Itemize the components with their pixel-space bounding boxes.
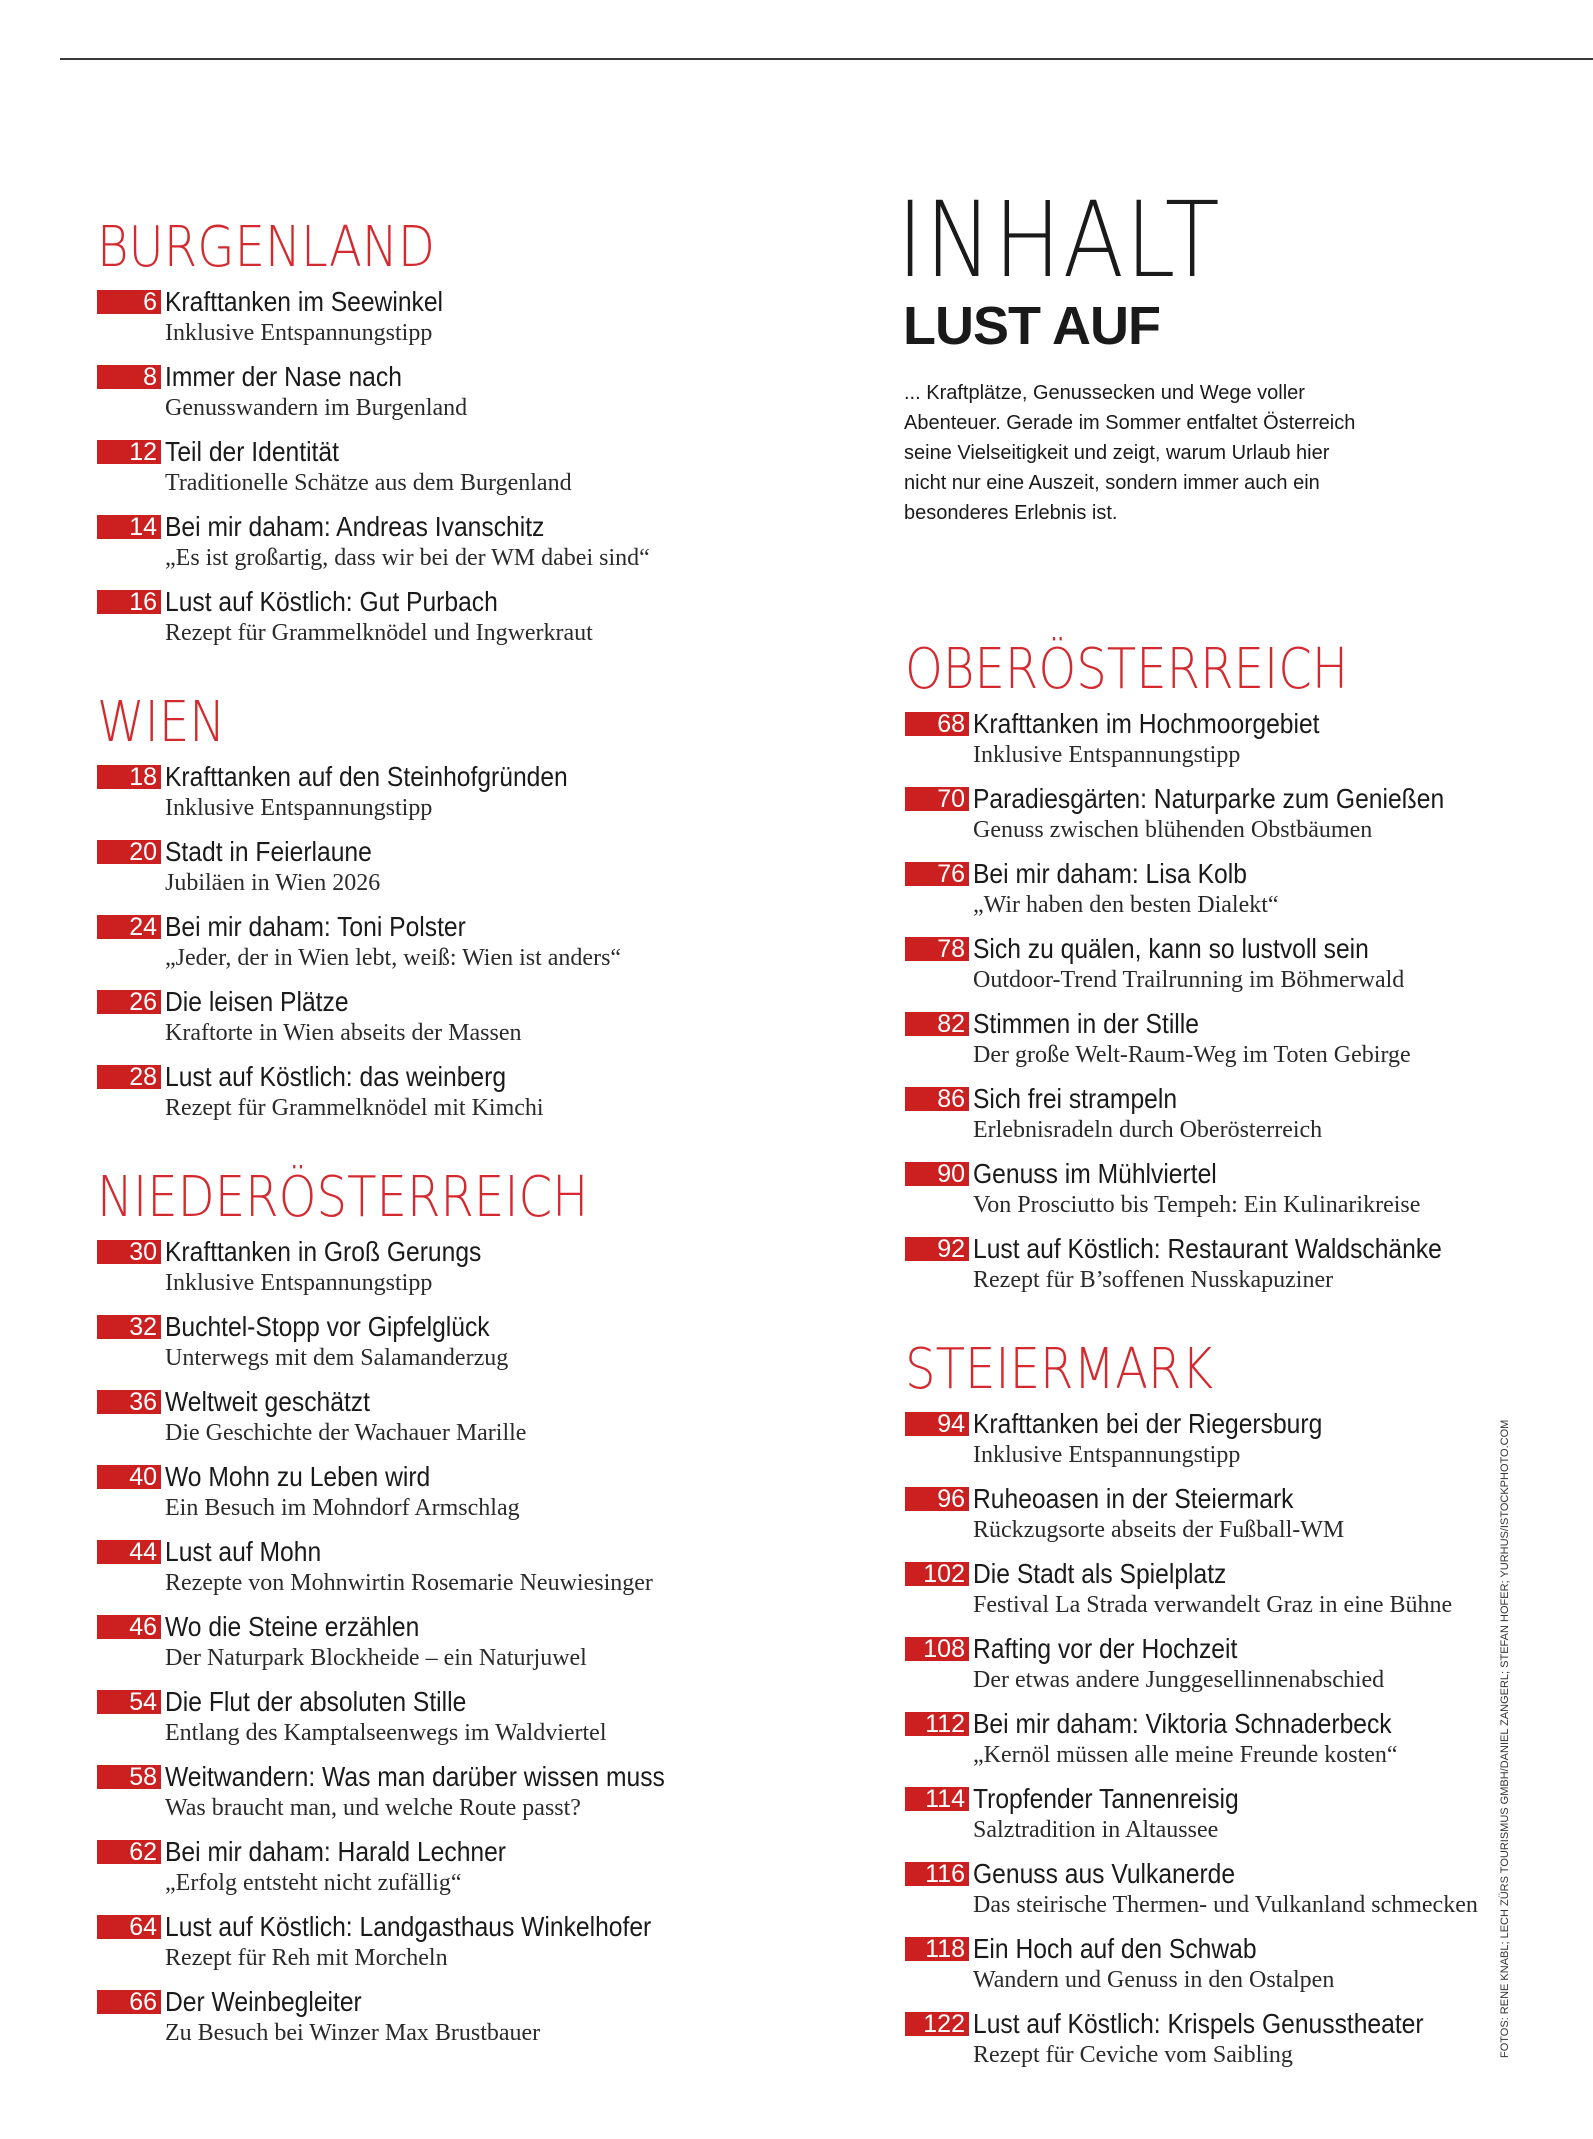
entry-subtitle: Der große Welt-Raum-Weg im Toten Gebirge <box>973 1042 1411 1068</box>
entry-title: Bei mir daham: Andreas Ivanschitz <box>165 511 545 542</box>
entry-subtitle: Inklusive Entspannungstipp <box>165 320 433 346</box>
page-number-badge: 18 <box>97 765 161 789</box>
entry-title: Buchtel-Stopp vor Gipfelglück <box>165 1311 490 1342</box>
page-number-badge: 62 <box>97 1840 161 1864</box>
toc-entry[interactable] <box>97 286 837 361</box>
entry-subtitle: Kraftorte in Wien abseits der Massen <box>165 1020 522 1046</box>
entry-title: Sich frei strampeln <box>973 1083 1178 1114</box>
entry-title: Lust auf Köstlich: Gut Purbach <box>165 586 498 617</box>
region-title: NIEDERÖSTERREICH <box>97 1165 589 1230</box>
toc-entry[interactable] <box>905 1783 1525 1858</box>
entry-subtitle: Zu Besuch bei Winzer Max Brustbauer <box>165 2020 541 2046</box>
page-number-badge: 102 <box>905 1562 969 1586</box>
page-number-badge: 24 <box>97 915 161 939</box>
toc-entry[interactable] <box>905 1408 1525 1483</box>
page-number-badge: 6 <box>97 290 161 314</box>
entry-subtitle: Der Naturpark Blockheide – ein Naturjuwel <box>165 1645 587 1671</box>
toc-entry[interactable] <box>905 1158 1525 1233</box>
page-number-badge: 94 <box>905 1412 969 1436</box>
page-number-badge: 14 <box>97 515 161 539</box>
page-title: INHALT <box>897 179 1222 301</box>
toc-entry[interactable] <box>97 836 837 911</box>
page-subtitle: LUST AUF <box>903 296 1160 356</box>
toc-entry[interactable] <box>97 1686 837 1761</box>
entry-title: Paradiesgärten: Naturparke zum Genießen <box>973 783 1445 814</box>
page-number-badge: 28 <box>97 1065 161 1089</box>
toc-entry[interactable] <box>97 361 837 436</box>
entry-subtitle: Festival La Strada verwandelt Graz in eine Bühne <box>973 1592 1453 1618</box>
entry-subtitle: Die Geschichte der Wachauer Marille <box>165 1420 527 1446</box>
page-number-badge: 36 <box>97 1390 161 1414</box>
entry-title: Sich zu quälen, kann so lustvoll sein <box>973 933 1369 964</box>
toc-entry[interactable] <box>97 1986 837 2061</box>
entry-title: Bei mir daham: Toni Polster <box>165 911 466 942</box>
toc-entry[interactable] <box>97 1911 837 1986</box>
entry-subtitle: Salztradition in Altaussee <box>973 1817 1219 1843</box>
page-number-badge: 112 <box>905 1712 969 1736</box>
entry-title: Der Weinbegleiter <box>165 1986 362 2017</box>
entry-subtitle: Outdoor-Trend Trailrunning im Böhmerwald <box>973 967 1405 993</box>
entry-subtitle: Inklusive Entspannungstipp <box>973 1442 1241 1468</box>
top-rule <box>60 58 1593 60</box>
entry-subtitle: Der etwas andere Junggesellinnenabschied <box>973 1667 1385 1693</box>
entry-title: Bei mir daham: Harald Lechner <box>165 1836 507 1867</box>
entry-subtitle: Rezept für Grammelknödel und Ingwerkraut <box>165 620 593 646</box>
toc-entry[interactable] <box>97 511 837 586</box>
entry-subtitle: „Kernöl müssen alle meine Freunde kosten“ <box>973 1742 1398 1768</box>
entry-title: Weitwandern: Was man darüber wissen muss <box>165 1761 665 1792</box>
entry-subtitle: „Jeder, der in Wien lebt, weiß: Wien ist anders“ <box>165 945 622 971</box>
page-number-badge: 78 <box>905 937 969 961</box>
page-number-badge: 64 <box>97 1915 161 1939</box>
entry-subtitle: Rezept für Reh mit Morcheln <box>165 1945 448 1971</box>
page-number-badge: 96 <box>905 1487 969 1511</box>
entry-subtitle: Inklusive Entspannungstipp <box>165 1270 433 1296</box>
page-number-badge: 32 <box>97 1315 161 1339</box>
entry-title: Lust auf Köstlich: das weinberg <box>165 1061 507 1092</box>
toc-entry[interactable] <box>97 1236 837 1311</box>
entry-title: Lust auf Mohn <box>165 1536 322 1567</box>
toc-entry[interactable] <box>97 1061 837 1136</box>
region-section <box>97 1165 837 2061</box>
toc-entry[interactable] <box>97 986 837 1061</box>
entry-subtitle: Ein Besuch im Mohndorf Armschlag <box>165 1495 520 1521</box>
entry-title: Krafttanken im Hochmoorgebiet <box>973 708 1320 739</box>
entry-subtitle: Traditionelle Schätze aus dem Burgenland <box>165 470 572 496</box>
entry-title: Bei mir daham: Lisa Kolb <box>973 858 1247 889</box>
entry-subtitle: Was braucht man, und welche Route passt? <box>165 1795 581 1821</box>
entry-title: Die Stadt als Spielplatz <box>973 1558 1227 1589</box>
toc-entry[interactable] <box>905 858 1525 933</box>
entry-title: Stadt in Feierlaune <box>165 836 372 867</box>
region-title: WIEN <box>97 690 226 755</box>
entry-title: Die leisen Plätze <box>165 986 349 1017</box>
entry-subtitle: Unterwegs mit dem Salamanderzug <box>165 1345 509 1371</box>
page-number-badge: 86 <box>905 1087 969 1111</box>
entry-subtitle: Jubiläen in Wien 2026 <box>165 870 381 896</box>
page-number-badge: 54 <box>97 1690 161 1714</box>
toc-entry[interactable] <box>97 1311 837 1386</box>
entry-title: Rafting vor der Hochzeit <box>973 1633 1238 1664</box>
left-column <box>97 215 837 2093</box>
entry-subtitle: Das steirische Thermen- und Vulkanland schmecken <box>973 1892 1478 1918</box>
toc-entry[interactable] <box>905 708 1525 783</box>
intro-text: ... Kraftplätze, Genussecken und Wege voller Abenteuer. Gerade im Sommer entfaltet Österreich seine Vielseitigkeit und zeigt, warum Urlaub hier nicht nur eine Auszeit, sondern immer auch ein besonderes Erlebnis ist. <box>904 382 1356 524</box>
page-number-badge: 26 <box>97 990 161 1014</box>
entry-subtitle: „Wir haben den besten Dialekt“ <box>973 892 1279 918</box>
entry-title: Weltweit geschätzt <box>165 1386 370 1417</box>
entry-title: Genuss im Mühlviertel <box>973 1158 1217 1189</box>
page-number-badge: 108 <box>905 1637 969 1661</box>
toc-entry[interactable] <box>905 1558 1525 1633</box>
entry-title: Teil der Identität <box>165 436 339 467</box>
toc-entry[interactable] <box>905 933 1525 1008</box>
entry-title: Krafttanken in Groß Gerungs <box>165 1236 482 1267</box>
toc-entry[interactable] <box>97 911 837 986</box>
entry-title: Tropfender Tannenreisig <box>973 1783 1239 1814</box>
entry-title: Krafttanken bei der Riegersburg <box>973 1408 1323 1439</box>
toc-entry[interactable] <box>97 586 837 661</box>
entry-subtitle: Genuss zwischen blühenden Obstbäumen <box>973 817 1373 843</box>
entry-title: Bei mir daham: Viktoria Schnaderbeck <box>973 1708 1392 1739</box>
page-number-badge: 122 <box>905 2012 969 2036</box>
toc-entry[interactable] <box>97 1386 837 1461</box>
entry-subtitle: „Es ist großartig, dass wir bei der WM dabei sind“ <box>165 545 650 571</box>
entry-subtitle: Rückzugsorte abseits der Fußball-WM <box>973 1517 1345 1543</box>
page-number-badge: 92 <box>905 1237 969 1261</box>
page-number-badge: 40 <box>97 1465 161 1489</box>
toc-entry[interactable] <box>905 1708 1525 1783</box>
toc-entry[interactable] <box>97 1536 837 1611</box>
entry-title: Wo die Steine erzählen <box>165 1611 420 1642</box>
entry-subtitle: Entlang des Kamptalseenwegs im Waldviertel <box>165 1720 607 1746</box>
page-number-badge: 118 <box>905 1937 969 1961</box>
entry-title: Krafttanken im Seewinkel <box>165 286 444 317</box>
region-title: STEIERMARK <box>905 1337 1214 1402</box>
photo-credit-text: FOTOS: RENE KNABL; LECH ZÜRS TOURISMUS GMBH/DANIEL ZANGERL; STEFAN HOFER; YURHUS/ISTOCKPHOTO.COM <box>1499 1419 1511 2058</box>
region-title: OBERÖSTERREICH <box>905 637 1349 702</box>
toc-entry[interactable] <box>97 1611 837 1686</box>
toc-entry[interactable] <box>97 436 837 511</box>
toc-entry[interactable] <box>97 761 837 836</box>
entry-title: Lust auf Köstlich: Landgasthaus Winkelhofer <box>165 1911 652 1942</box>
entry-subtitle: Wandern und Genuss in den Ostalpen <box>973 1967 1335 1993</box>
page-number-badge: 76 <box>905 862 969 886</box>
toc-entry[interactable] <box>905 1083 1525 1158</box>
toc-entry[interactable] <box>97 1461 837 1536</box>
entry-title: Wo Mohn zu Leben wird <box>165 1461 431 1492</box>
region-section <box>905 1337 1525 2083</box>
toc-entry[interactable] <box>905 1633 1525 1708</box>
page-number-badge: 44 <box>97 1540 161 1564</box>
region-section <box>905 637 1525 1308</box>
page-number-badge: 66 <box>97 1990 161 2014</box>
page-number-badge: 30 <box>97 1240 161 1264</box>
page-number-badge: 58 <box>97 1765 161 1789</box>
toc-entry[interactable] <box>905 1483 1525 1558</box>
page-number-badge: 16 <box>97 590 161 614</box>
entry-subtitle: Rezept für Grammelknödel mit Kimchi <box>165 1095 544 1121</box>
entry-subtitle: Rezept für B’soffenen Nusskapuziner <box>973 1267 1334 1293</box>
entry-title: Lust auf Köstlich: Krispels Genusstheater <box>973 2008 1424 2039</box>
entry-subtitle: Inklusive Entspannungstipp <box>973 742 1241 768</box>
entry-title: Krafttanken auf den Steinhofgründen <box>165 761 568 792</box>
page-number-badge: 46 <box>97 1615 161 1639</box>
entry-title: Genuss aus Vulkanerde <box>973 1858 1236 1889</box>
entry-subtitle: „Erfolg entsteht nicht zufällig“ <box>165 1870 462 1896</box>
entry-title: Die Flut der absoluten Stille <box>165 1686 467 1717</box>
entry-title: Stimmen in der Stille <box>973 1008 1199 1039</box>
entry-subtitle: Rezept für Ceviche vom Saibling <box>973 2042 1293 2068</box>
entry-subtitle: Genusswandern im Burgenland <box>165 395 468 421</box>
entry-subtitle: Rezepte von Mohnwirtin Rosemarie Neuwiesinger <box>165 1570 653 1596</box>
toc-entry[interactable] <box>905 1008 1525 1083</box>
toc-entry[interactable] <box>905 1858 1525 1933</box>
page-number-badge: 12 <box>97 440 161 464</box>
entry-title: Lust auf Köstlich: Restaurant Waldschänke <box>973 1233 1442 1264</box>
entry-title: Ein Hoch auf den Schwab <box>973 1933 1257 1964</box>
page-number-badge: 90 <box>905 1162 969 1186</box>
page-number-badge: 8 <box>97 365 161 389</box>
toc-entry[interactable] <box>97 1836 837 1911</box>
entry-title: Ruheoasen in der Steiermark <box>973 1483 1294 1514</box>
page-number-badge: 82 <box>905 1012 969 1036</box>
region-section <box>97 690 837 1136</box>
photo-credit <box>1499 1393 1521 2058</box>
page-number-badge: 116 <box>905 1862 969 1886</box>
entry-title: Immer der Nase nach <box>165 361 402 392</box>
region-section <box>97 215 837 661</box>
toc-entry[interactable] <box>905 1233 1525 1308</box>
entry-subtitle: Von Prosciutto bis Tempeh: Ein Kulinarikreise <box>973 1192 1421 1218</box>
page-number-badge: 114 <box>905 1787 969 1811</box>
page-number-badge: 20 <box>97 840 161 864</box>
toc-entry[interactable] <box>97 1761 837 1836</box>
entry-subtitle: Inklusive Entspannungstipp <box>165 795 433 821</box>
page-number-badge: 70 <box>905 787 969 811</box>
toc-entry[interactable] <box>905 1933 1525 2008</box>
toc-entry[interactable] <box>905 2008 1525 2083</box>
entry-subtitle: Erlebnisradeln durch Oberösterreich <box>973 1117 1323 1143</box>
region-title: BURGENLAND <box>97 215 436 280</box>
right-column <box>905 637 1525 2115</box>
toc-entry[interactable] <box>905 783 1525 858</box>
page-number-badge: 68 <box>905 712 969 736</box>
